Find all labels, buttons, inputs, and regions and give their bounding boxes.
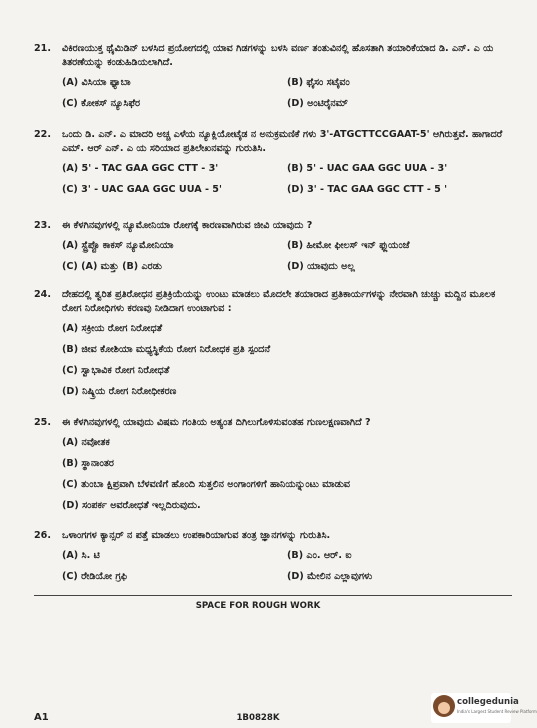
option-a: (A) 5' - TAC GAA GGC CTT - 3' (62, 163, 219, 174)
question-text: ವಿಕಿರಣಯುಕ್ತ ಥೈಮಿಡಿನ್ ಬಳಸಿದ ಪ್ರಯೋಗದಲ್ಲಿ ಯಾವ ಗಿಡಗಳನ್ನು ಬಳಸಿ ವರ್ಣ ತಂತುವಿನಲ್ಲಿ ಹೊಸತಾಗಿ ತಯಾರಿಕೆಯಾದ ಡಿ. ಎನ್. ಎ ಯ ತಿತರಣೆಯನ್ನು ಕಂಡುಹಿಡಿಯಲಾಗಿದೆ. (62, 43, 494, 68)
option-d: (D) 3' - TAC GAA GGC CTT - 5 ' (287, 184, 448, 195)
booklet-code: 1B0828K (236, 713, 280, 723)
page-code: A1 (34, 712, 49, 723)
mascot-icon (433, 695, 455, 717)
option-a: (A) ಸಿ. ಟಿ (62, 550, 100, 561)
logo-name: collegedunia (457, 697, 519, 707)
question-text: ಈ ಕೆಳಗಿನವುಗಳಲ್ಲಿ ನ್ಯೂಮೋನಿಯಾ ರೋಗಕ್ಕೆ ಕಾರಣವಾಗಿರುವ ಜೀವಿ ಯಾವುದು ? (62, 220, 313, 231)
question-23 (34, 219, 512, 281)
option-b: (B) ಜೀವ ಕೋಶಿಯಾ ಮಧ್ಯಸ್ಥಿಕೆಯ ರೋಗ ನಿರೋಧಕ ಪ್ರತಿ ಸ್ಪಂದನೆ (62, 344, 271, 355)
option-d: (D) ಸಂಪರ್ಕ ಅವರೋಧತೆ ಇಲ್ಲದಿರುವುದು. (62, 500, 201, 511)
question-22 (34, 128, 512, 204)
rough-work-label: SPACE FOR ROUGH WORK (195, 601, 321, 611)
logo-tagline: India's Largest Student Review Platform (457, 709, 537, 714)
option-c: (C) ಸ್ವಾಭಾವಿಕ ರೋಗ ನಿರೋಧತೆ (62, 365, 170, 376)
options (62, 76, 512, 111)
option-a: (A) ಸ್ಟ್ರೆಪ್ಟೊ ಕಾಕಸ್ ನ್ಯೂಮೋನಿಯಾ (62, 240, 174, 251)
question-text: ಒಳಾಂಗಗಳ ಕ್ಯಾನ್ಸರ್ ನ ಪತ್ತೆ ಮಾಡಲು ಉಪಕಾರಿಯಾಗುವ ತಂತ್ರ ಜ್ಞಾನಗಳನ್ನು ಗುರುತಿಸಿ. (62, 530, 331, 541)
options (62, 549, 512, 584)
question-24 (34, 288, 512, 406)
option-d: (D) ನಿಷ್ಕ್ರಿಯ ರೋಗ ನಿರೋಧೀಕರಣ (62, 386, 177, 397)
question-text: ದೇಹದಲ್ಲಿ ತ್ವರಿತ ಪ್ರತಿರೋಧನ ಪ್ರತಿಕ್ರಿಯೆಯನ್ನು ಉಂಟು ಮಾಡಲು ಮೊದಲೇ ತಯಾರಾದ ಪ್ರತಿಕಾರ್ಯಗಳನ್ನು ನೇರವಾಗಿ ಚುಚ್ಚು ಮದ್ದಿನ ಮೂಲಕ ರೋಗ ನಿರೋಧಿಗಳು ಕರಣವು ನೀಡಿದಾಗ ಉಂಟಾಗುವ : (62, 289, 496, 314)
option-d: (D) ಯಾವುದು ಅಲ್ಲ (287, 261, 355, 272)
question-text: ಈ ಕೆಳಗಿನವುಗಳಲ್ಲಿ ಯಾವುದು ವಿಷಮ ಗಂತಿಯ ಅತ್ಯಂತ ದಿಗಿಲುಗೊಳಿಸುವಂತಹ ಗುಣಲಕ್ಷಣವಾಗಿದೆ ? (62, 417, 371, 428)
option-b: (B) ಹೀಮೋ ಫೀಲಸ್ ಇನ್ ಫ್ಲುಯಂಜೆ (287, 240, 410, 251)
question-26 (34, 529, 512, 591)
question-25 (34, 416, 512, 520)
question-number: 22. (34, 129, 51, 140)
collegedunia-logo (431, 693, 537, 723)
option-d: (D) ಅಂಟಿರೈನಮ್ (287, 98, 348, 109)
question-number: 25. (34, 417, 51, 428)
option-a: (A) ವಿಸಿಯಾ ಫ್ಯಾಬಾ (62, 77, 131, 88)
option-c: (C) ತುಂಬಾ ಕ್ಷಿಪ್ರವಾಗಿ ಬೆಳವಣಿಗೆ ಹೊಂದಿ ಸುತ್ತಲಿನ ಅಂಗಾಂಗಳಿಗೆ ಹಾನಿಯನ್ನುಂಟು ಮಾಡುವ (62, 479, 351, 490)
option-c: (C) ಕೋಕಸ್ ನ್ಯೂಸಿಫೆರ (62, 98, 141, 109)
option-b: (B) 5' - UAC GAA GGC UUA - 3' (287, 163, 448, 174)
option-c: (C) (A) ಮತ್ತು (B) ಎರಡು (62, 261, 162, 272)
option-d: (D) ಮೇಲಿನ ಎಲ್ಲಾವುಗಳು (287, 571, 373, 582)
question-number: 24. (34, 289, 51, 300)
option-a: (A) ನವೋತಕ (62, 437, 110, 448)
rough-work-divider (34, 595, 512, 596)
options (62, 162, 512, 197)
options (62, 322, 512, 399)
question-number: 26. (34, 530, 51, 541)
option-a: (A) ಸಕ್ರೀಯ ರೋಗ ನಿರೋಧತೆ (62, 323, 163, 334)
question-number: 23. (34, 220, 51, 231)
option-b: (B) ಸ್ಥಾನಾಂತರ (62, 458, 115, 469)
option-b: (B) ಫೈಸಂ ಸಟೈವಂ (287, 77, 350, 88)
question-text: ಒಂದು ಡಿ. ಎನ್. ಎ ಮಾದರಿ ಅಚ್ಚ ಎಳೆಯ ನ್ಯೂಕ್ಲಿಯೋಟೈಡ ನ ಅನುಕ್ರಮಣಿಕೆ ಗಳು 3'-ATGCTTCCGAAT-5' ಆಗಿರುತ್ತವೆ. ಹಾಗಾದರೆ ಎಮ್. ಆರ್ ಎನ್. ಎ ಯ ಸರಿಯಾದ ಪ್ರತಿಲೇಖನವನ್ನು ಗುರುತಿಸಿ. (62, 129, 503, 154)
question-21 (34, 42, 512, 118)
option-b: (B) ಎಂ. ಆರ್. ಐ (287, 550, 352, 561)
options (62, 436, 512, 513)
option-c: (C) 3' - UAC GAA GGC UUA - 5' (62, 184, 222, 195)
question-number: 21. (34, 43, 51, 54)
options (62, 239, 512, 274)
option-c: (C) ರೇಡಿಯೋ ಗ್ರಫಿ (62, 571, 128, 582)
